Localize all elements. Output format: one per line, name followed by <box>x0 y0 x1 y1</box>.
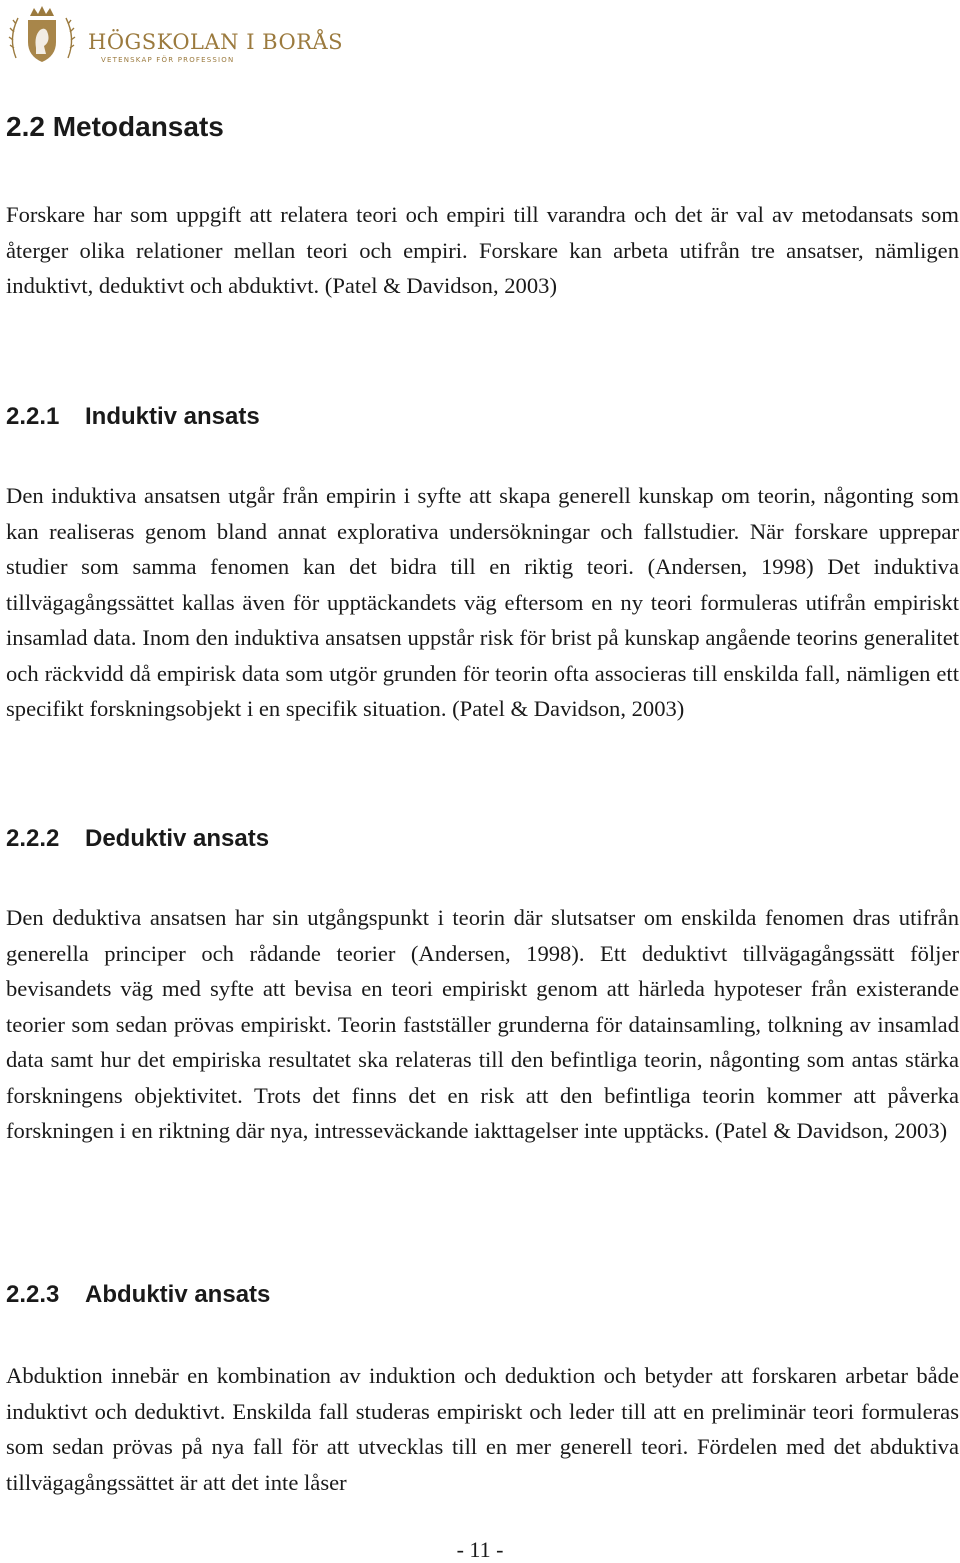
crest-icon <box>6 4 78 66</box>
subsection-number: 2.2.1 <box>6 403 60 430</box>
section-title: 2.2 Metodansats <box>6 111 224 142</box>
subsection-number: 2.2.3 <box>6 1281 60 1308</box>
subsection-title: Deduktiv ansats <box>85 825 270 852</box>
subsection-number: 2.2.2 <box>6 825 60 852</box>
university-logo <box>6 4 344 66</box>
institution-name: HÖGSKOLAN I BORÅS <box>88 30 344 54</box>
subsection-title: Abduktiv ansats <box>85 1281 271 1308</box>
institution-tagline: VETENSKAP FÖR PROFESSION <box>101 56 235 64</box>
intro-paragraph: Forskare har som uppgift att relatera teori och empiri till varandra och det är val av metodansats som återger olika relationer mellan teori och empiri. Forskare kan arbeta utifrån tre ansatser, nämligen induktivt, deduktivt och abduktivt. (Patel & Davidson, 2003) <box>6 202 959 298</box>
page-number: - 11 - <box>456 1537 504 1562</box>
subsection-paragraph: Abduktion innebär en kombination av induktion och deduktion och betyder att forskaren arbetar både induktivt och deduktivt. Enskilda fall studeras empiriskt och leder till att en preliminär teori formuleras som sedan prövas på nya fall för att utvecklas till en mer generell teori. Fördelen med det abduktiva tillvägagångssättet är att det inte låser <box>6 1363 959 1495</box>
subsection-heading <box>6 1281 270 1309</box>
subsection-heading <box>6 403 260 431</box>
subsection-heading <box>6 825 269 853</box>
subsection-paragraph: Den induktiva ansatsen utgår från empirin i syfte att skapa generell kunskap om teorin, någonting som kan realiseras genom bland annat explorativa undersökningar och fallstudier. När forskare upprepar studier som samma fenomen kan det bidra till en riktig teori. (Andersen, 1998) Det induktiva tillvägagångssättet kallas även för upptäckandets väg eftersom en ny teori formuleras utifrån empiriskt insamlad data. Inom den induktiva ansatsen uppstår risk för brist på kunskap angående teorins generalitet och räckvidd då empirisk data som utgör grunden för teorin ofta associeras till enskilda fall, nämligen ett specifikt forskningsobjekt i en specifik situation. (Patel & Davidson, 2003) <box>6 483 959 721</box>
subsection-paragraph: Den deduktiva ansatsen har sin utgångspunkt i teorin där slutsatser om enskilda fenomen dras utifrån generella principer och rådande teorier (Andersen, 1998). Ett deduktivt tillvägagångssätt följer bevisandets väg med syfte att bevisa en teori empiriskt genom att härleda hypoteser från existerande teorier som sedan prövas empiriskt. Teorin fastställer grunderna för datainsamling, tolkning av insamlad data samt hur det empiriska resultatet ska relateras till den befintliga teorin, någonting som antas stärka forskningens objektivitet. Trots det finns det en risk att den befintliga teorin kommer att påverka forskningen i en riktning där nya, intresseväckande iakttagelser inte upptäcks. (Patel & Davidson, 2003) <box>6 905 959 1143</box>
subsection-title: Induktiv ansats <box>85 403 260 430</box>
